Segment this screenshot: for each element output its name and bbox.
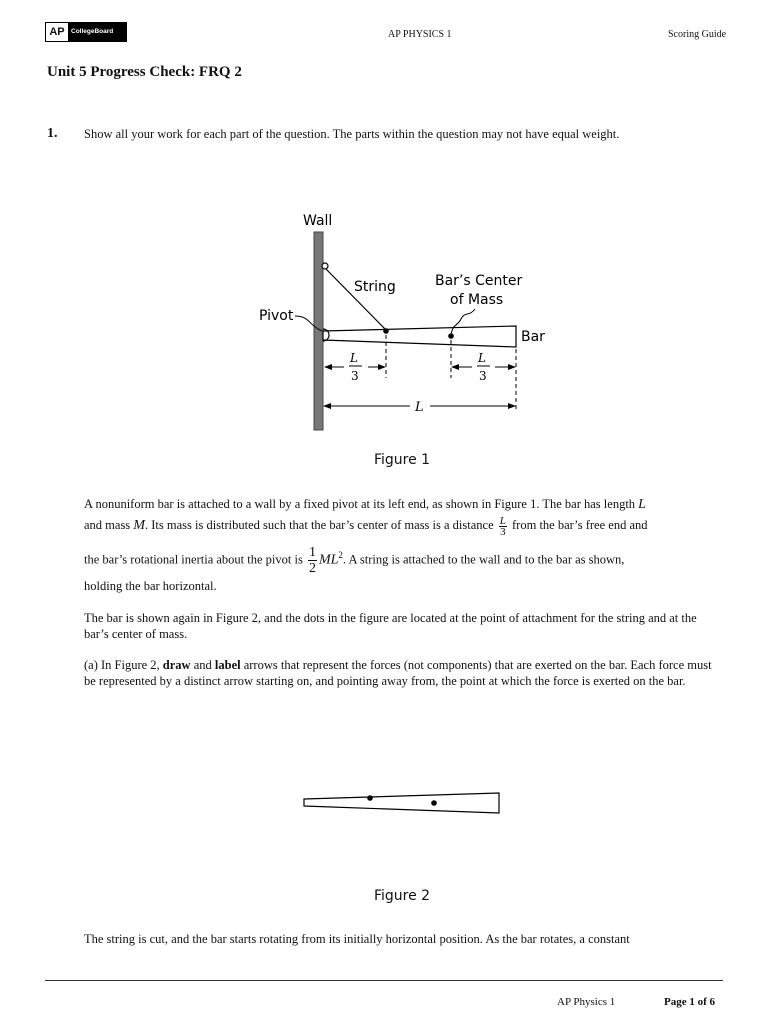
footer-course: AP Physics 1 bbox=[557, 996, 616, 1008]
figure-2-string-dot bbox=[367, 795, 373, 801]
desc-text-2: and mass bbox=[84, 518, 134, 532]
figure-2-com-dot bbox=[431, 800, 437, 806]
part-a-label: label bbox=[214, 658, 241, 672]
fraction-numerator: L bbox=[499, 514, 506, 527]
fraction-one-half bbox=[308, 545, 317, 576]
desc-text-7: holding the bar horizontal. bbox=[84, 578, 217, 593]
page-title: Unit 5 Progress Check: FRQ 2 bbox=[47, 64, 242, 80]
figure-2-caption: Figure 2 bbox=[373, 888, 431, 904]
footer-divider bbox=[45, 980, 723, 981]
bar bbox=[323, 326, 516, 347]
dim-arrowhead bbox=[508, 403, 516, 409]
dim-arrowhead bbox=[508, 364, 516, 370]
dim-arrowhead bbox=[378, 364, 386, 370]
dim-right-L: L bbox=[478, 351, 486, 365]
dim-arrowhead bbox=[323, 403, 331, 409]
header-course: AP PHYSICS 1 bbox=[388, 29, 452, 40]
dim-left-3: 3 bbox=[351, 369, 359, 383]
dim-right-3: 3 bbox=[479, 369, 487, 383]
figure-2-bar bbox=[304, 793, 499, 813]
figure-1-caption: Figure 1 bbox=[373, 452, 431, 468]
ap-collegeboard-logo bbox=[45, 22, 127, 42]
bar-label: Bar bbox=[521, 329, 545, 345]
fraction-denominator: 3 bbox=[500, 525, 506, 538]
figure-2-intro: The bar is shown again in Figure 2, and the dots in the figure are located at the point of attachment for the string and at the bar’s center of mass. bbox=[84, 611, 697, 641]
question-instructions: Show all your work for each part of the question. The parts within the question may not have equal weight. bbox=[84, 127, 620, 141]
part-a-and: and bbox=[190, 658, 215, 672]
half-numerator: 1 bbox=[308, 544, 316, 560]
com-label-line2: of Mass bbox=[450, 292, 504, 308]
desc-text-5: the bar’s rotational inertia about the pivot is bbox=[84, 552, 306, 566]
part-a-prompt bbox=[84, 657, 724, 689]
figure-1-diagram bbox=[250, 205, 550, 440]
desc-text-6: . A string is attached to the wall and to the bar as shown, bbox=[342, 552, 625, 566]
figure-2-diagram bbox=[300, 786, 506, 818]
wall-label: Wall bbox=[303, 213, 333, 229]
inertia-expression: ML bbox=[318, 552, 339, 567]
string-cut-text: The string is cut, and the bar starts rotating from its initially horizontal position. As the bar rotates, a constant bbox=[84, 932, 630, 946]
string-label: String bbox=[354, 279, 396, 295]
logo-collegeboard-text: CollegeBoard bbox=[68, 23, 126, 41]
pivot-label: Pivot bbox=[259, 308, 294, 324]
desc-text-1: A nonuniform bar is attached to a wall by a fixed pivot at its left end, as shown in Figure 1. The bar has length bbox=[84, 497, 639, 511]
desc-text-4: from the bar’s free end and bbox=[508, 518, 648, 532]
string-anchor bbox=[322, 263, 328, 269]
header-scoring-guide: Scoring Guide bbox=[668, 29, 727, 40]
dim-arrowhead bbox=[324, 364, 332, 370]
desc-text-3: . Its mass is distributed such that the bar’s center of mass is a distance bbox=[144, 518, 497, 532]
part-a-rest: arrows that represent the forces (not components) that are exerted on the bar. Each force must be represented by a distinct arrow starting on, and pointing away from, the point at which the force is exerted on the bar. bbox=[84, 658, 712, 688]
dim-left-L: L bbox=[350, 351, 358, 365]
question-number: 1. bbox=[47, 126, 58, 141]
dim-full-L: L bbox=[415, 400, 424, 415]
footer-page-number: Page 1 of 6 bbox=[664, 996, 716, 1008]
dim-arrowhead bbox=[451, 364, 459, 370]
half-denominator: 2 bbox=[308, 560, 316, 576]
problem-description bbox=[84, 494, 724, 596]
logo-ap-text: AP bbox=[46, 23, 68, 41]
fraction-L-over-3 bbox=[499, 516, 507, 537]
part-a-prefix: (a) In Figure 2, bbox=[84, 658, 163, 672]
inertia-exponent: 2 bbox=[338, 549, 343, 560]
var-mass: M bbox=[133, 518, 145, 533]
part-a-draw: draw bbox=[162, 658, 191, 672]
string-attachment-dot bbox=[383, 328, 389, 334]
var-length: L bbox=[638, 497, 646, 512]
com-label-line1: Bar’s Center bbox=[435, 273, 523, 289]
